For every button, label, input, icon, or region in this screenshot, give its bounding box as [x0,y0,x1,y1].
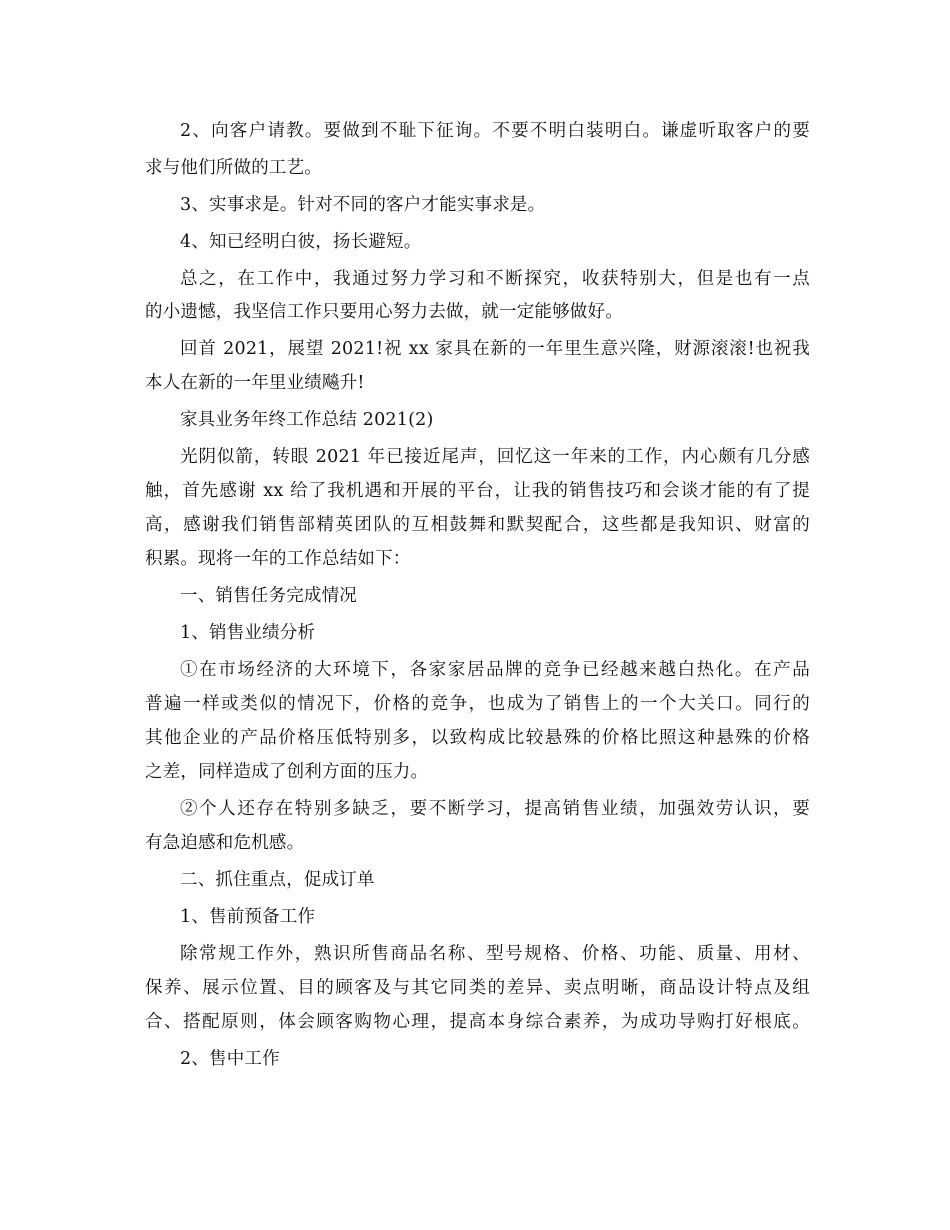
section-heading: 家具业务年终工作总结 2021(2) [180,410,434,430]
paragraph-line: 积累。现将一年的工作总结如下： [145,549,411,569]
paragraph-line: 4、知已经明白彼，扬长避短。 [180,232,422,252]
section-heading: 二、抓住重点，促成订单 [180,870,375,890]
section-heading: 一、销售任务完成情况 [180,586,357,606]
subsection-heading: 2、售中工作 [180,1049,280,1069]
paragraph-line: 保养、展示位置、目的顾客及与其它同类的差异、卖点明晰，商品设计特点及组 [145,978,810,998]
paragraph-line: 的小遗憾，我坚信工作只要用心努力去做，就一定能够做好。 [145,302,623,322]
paragraph-line: 本人在新的一年里业绩飚升! [145,373,365,393]
paragraph-line: ①在市场经济的大环境下，各家家居品牌的竞争已经越来越白热化。在产品 [180,660,810,680]
paragraph-line: 其他企业的产品价格压低特别多，以致构成比较悬殊的价格比照这种悬殊的价格 [145,728,810,748]
paragraph-line: 求与他们所做的工艺。 [145,158,322,178]
paragraph-line: 光阴似箭，转眼 2021 年已接近尾声，回忆这一年来的工作，内心颇有几分感 [180,447,810,467]
paragraph-line: 之差，同样造成了创利方面的压力。 [145,762,429,782]
paragraph-line: 触，首先感谢 xx 给了我机遇和开展的平台，让我的销售技巧和会谈才能的有了提 [145,481,810,501]
paragraph-line: 3、实事求是。针对不同的客户才能实事求是。 [180,195,546,215]
paragraph-line: 有急迫感和危机感。 [145,833,305,853]
paragraph-line: 合、搭配原则，体会顾客购物心理，提高本身综合素养，为成功导购打好根底。 [145,1012,810,1032]
paragraph-line: ②个人还存在特别多缺乏，要不断学习，提高销售业绩，加强效劳认识，要 [180,799,810,819]
paragraph-line: 2、向客户请教。要做到不耻下征询。不要不明白装明白。谦虚听取客户的要 [180,121,810,141]
paragraph-line: 回首 2021，展望 2021!祝 xx 家具在新的一年里生意兴隆，财源滚滚!也祝我 [180,339,810,359]
subsection-heading: 1、售前预备工作 [180,907,316,927]
paragraph-line: 除常规工作外，熟识所售商品名称、型号规格、价格、功能、质量、用材、 [180,944,810,964]
paragraph-line: 普遍一样或类似的情况下，价格的竞争，也成为了销售上的一个大关口。同行的 [145,694,810,714]
subsection-heading: 1、销售业绩分析 [180,623,316,643]
paragraph-line: 高，感谢我们销售部精英团队的互相鼓舞和默契配合，这些都是我知识、财富的 [145,515,810,535]
paragraph-line: 总之，在工作中，我通过努力学习和不断探究，收获特别大，但是也有一点 [180,269,810,289]
